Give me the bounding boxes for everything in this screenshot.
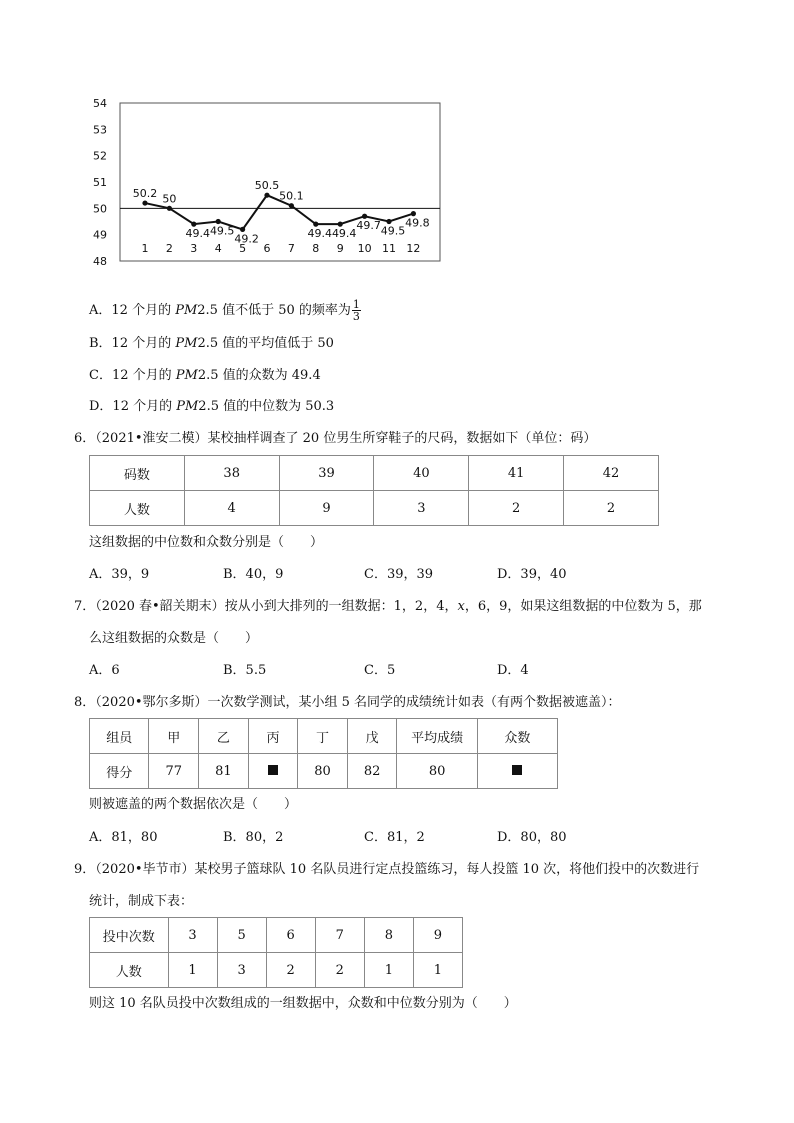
q5-c-text: 2.5 值的众数为 49.4 [197,368,321,383]
q8-stem: 8．（2020•鄂尔多斯）一次数学测试，某小组 5 名同学的成绩统计如表（有两个数据被遮盖）： [74,695,621,710]
q5-c-var: PM [175,368,198,383]
frac-denominator: 3 [352,310,360,323]
table-cell: 3 [217,953,266,988]
table-cell [477,754,557,789]
q5-option-d [89,398,334,416]
table-cell: 2 [564,491,659,526]
q5-c-prefix: C．12 个月的 [89,368,176,383]
x-tick-label: 11 [382,242,396,255]
q5-b-var: PM [175,336,198,351]
data-label: 49.4 [185,227,211,241]
y-tick-label: 51 [93,176,107,189]
data-label: 49.2 [234,232,259,246]
y-tick-label: 52 [93,149,107,163]
table-cell: 6 [266,918,315,953]
table-cell: 81 [199,754,249,789]
table-cell: 得分 [90,754,149,789]
table-cell: 乙 [199,719,249,754]
q5-b-prefix: B．12 个月的 [89,336,176,351]
q8-question: 则被遮盖的两个数据依次是（ ） [89,797,298,812]
q8-option-a: A．81，80 [89,830,158,845]
table-row [90,918,463,953]
y-tick-label: 49 [93,228,107,242]
data-point [411,211,416,216]
table-row [90,719,558,754]
frac-numerator: 1 [352,298,360,311]
data-point [338,222,343,227]
table-row [90,754,558,789]
table-cell: 2 [469,491,564,526]
q7-option-b: B．5.5 [223,663,267,678]
table-cell [248,754,298,789]
x-tick-label: 9 [336,242,344,255]
table-cell: 丙 [248,719,298,754]
q5-a-var: PM [175,303,198,318]
table-cell: 甲 [149,719,199,754]
x-tick-label: 6 [263,242,271,255]
table-cell: 77 [149,754,199,789]
q5-d-var: PM [176,399,199,414]
data-point [362,214,367,219]
table-cell: 1 [364,953,413,988]
data-label: 49.4 [307,227,333,241]
q5-option-a [89,299,361,322]
table-cell: 众数 [477,719,557,754]
table-cell: 人数 [90,491,185,526]
q8-table [89,718,558,789]
data-point [313,222,318,227]
table-cell: 码数 [90,456,185,491]
data-point [289,203,294,208]
table-cell: 组员 [90,719,149,754]
q6-option-b: B．40，9 [223,567,284,582]
table-cell: 4 [184,491,279,526]
data-label: 49.7 [356,219,381,233]
q7-stem-line2: 么这组数据的众数是（ ） [89,631,259,646]
table-cell: 人数 [90,953,169,988]
table-cell: 9 [413,918,462,953]
q5-option-b [89,335,334,353]
q5-option-c [89,367,321,385]
data-label: 49.8 [405,216,430,230]
x-tick-label: 3 [190,242,198,255]
q9-stem-line2: 统计，制成下表： [89,894,194,909]
table-row [90,953,463,988]
q5-d-text: 2.5 值的中位数为 50.3 [198,399,335,414]
table-cell: 平均成绩 [397,719,477,754]
table-cell: 80 [298,754,348,789]
data-point [216,219,221,224]
x-tick-labels [142,242,421,255]
x-tick-label: 10 [357,242,372,255]
x-tick-label: 12 [406,242,421,255]
q9-question: 则这 10 名队员投中次数组成的一组数据中，众数和中位数分别为（ ） [89,996,517,1011]
q8-option-c: C．81，2 [364,830,425,845]
data-label: 49.4 [331,227,357,241]
x-tick-label: 1 [141,242,149,255]
table-cell: 41 [469,456,564,491]
data-label: 50 [162,192,177,206]
data-point [191,222,196,227]
x-tick-label: 7 [287,242,295,255]
table-row [90,456,659,491]
table-cell: 8 [364,918,413,953]
q8-option-b: B．80，2 [223,830,284,845]
data-label: 49.5 [380,224,406,238]
x-tick-label: 4 [214,242,222,255]
table-cell: 39 [279,456,374,491]
q5-b-text: 2.5 值的平均值低于 50 [197,336,334,351]
masked-value-square [512,765,522,775]
table-cell: 1 [413,953,462,988]
pm25-line-chart [0,0,794,300]
q5-d-prefix: D．12 个月的 [89,399,177,414]
q7-option-a: A．6 [89,663,120,678]
table-cell: 82 [347,754,397,789]
x-tick-label: 5 [239,242,247,255]
table-cell: 40 [374,456,469,491]
table-cell: 80 [397,754,477,789]
data-point [386,219,391,224]
table-cell: 3 [168,918,217,953]
y-tick-labels [93,97,107,268]
data-point [264,193,269,198]
data-label: 50.1 [279,189,304,203]
table-row [90,491,659,526]
q5-a-text: 2.5 值不低于 50 的频率为 [197,303,351,318]
data-label: 50.5 [254,179,280,193]
q9-table [89,917,463,988]
fraction-one-third [352,299,361,322]
q6-stem: 6．（2021•淮安二模）某校抽样调查了 20 位男生所穿鞋子的尺码，数据如下（单位：码） [74,431,597,446]
data-point [167,206,172,211]
q9-stem: 9．（2020•毕节市）某校男子篮球队 10 名队员进行定点投篮练习，每人投篮 10 次，将他们投中的次数进行 [74,862,700,877]
q6-table [89,455,659,526]
q7-option-d: D．4 [497,663,529,678]
y-tick-label: 48 [93,255,107,268]
data-point [142,200,147,205]
masked-value-square [268,765,278,775]
table-cell: 5 [217,918,266,953]
data-point [240,227,245,232]
table-cell: 1 [168,953,217,988]
table-cell: 投中次数 [90,918,169,953]
q6-option-d: D．39，40 [497,567,567,582]
q6-question: 这组数据的中位数和众数分别是（ ） [89,535,324,550]
q5-a-prefix: A．12 个月的 [89,303,176,318]
q8-option-d: D．80，80 [497,830,567,845]
data-label: 50.2 [132,187,158,201]
q7-stem [74,598,702,616]
table-cell: 9 [279,491,374,526]
x-tick-label: 2 [165,242,173,255]
table-cell: 戊 [347,719,397,754]
table-cell: 42 [564,456,659,491]
y-tick-label: 50 [93,202,107,216]
q7-stem-pre: 7．（2020 春•韶关期末）按从小到大排列的一组数据：1，2，4， [74,599,458,614]
x-tick-label: 8 [312,242,320,255]
q6-option-a: A．39，9 [89,567,150,582]
table-cell: 38 [184,456,279,491]
y-tick-label: 54 [93,97,107,110]
table-cell: 丁 [298,719,348,754]
data-label: 49.5 [209,224,235,238]
q7-stem-post: ，6，9，如果这组数据的中位数为 5，那 [464,599,702,614]
table-cell: 2 [266,953,315,988]
q6-option-c: C．39，39 [364,567,434,582]
table-cell: 2 [315,953,364,988]
q7-stem-var: x [457,599,465,614]
y-tick-label: 53 [93,123,107,137]
q7-option-c: C．5 [364,663,396,678]
table-cell: 7 [315,918,364,953]
table-cell: 3 [374,491,469,526]
